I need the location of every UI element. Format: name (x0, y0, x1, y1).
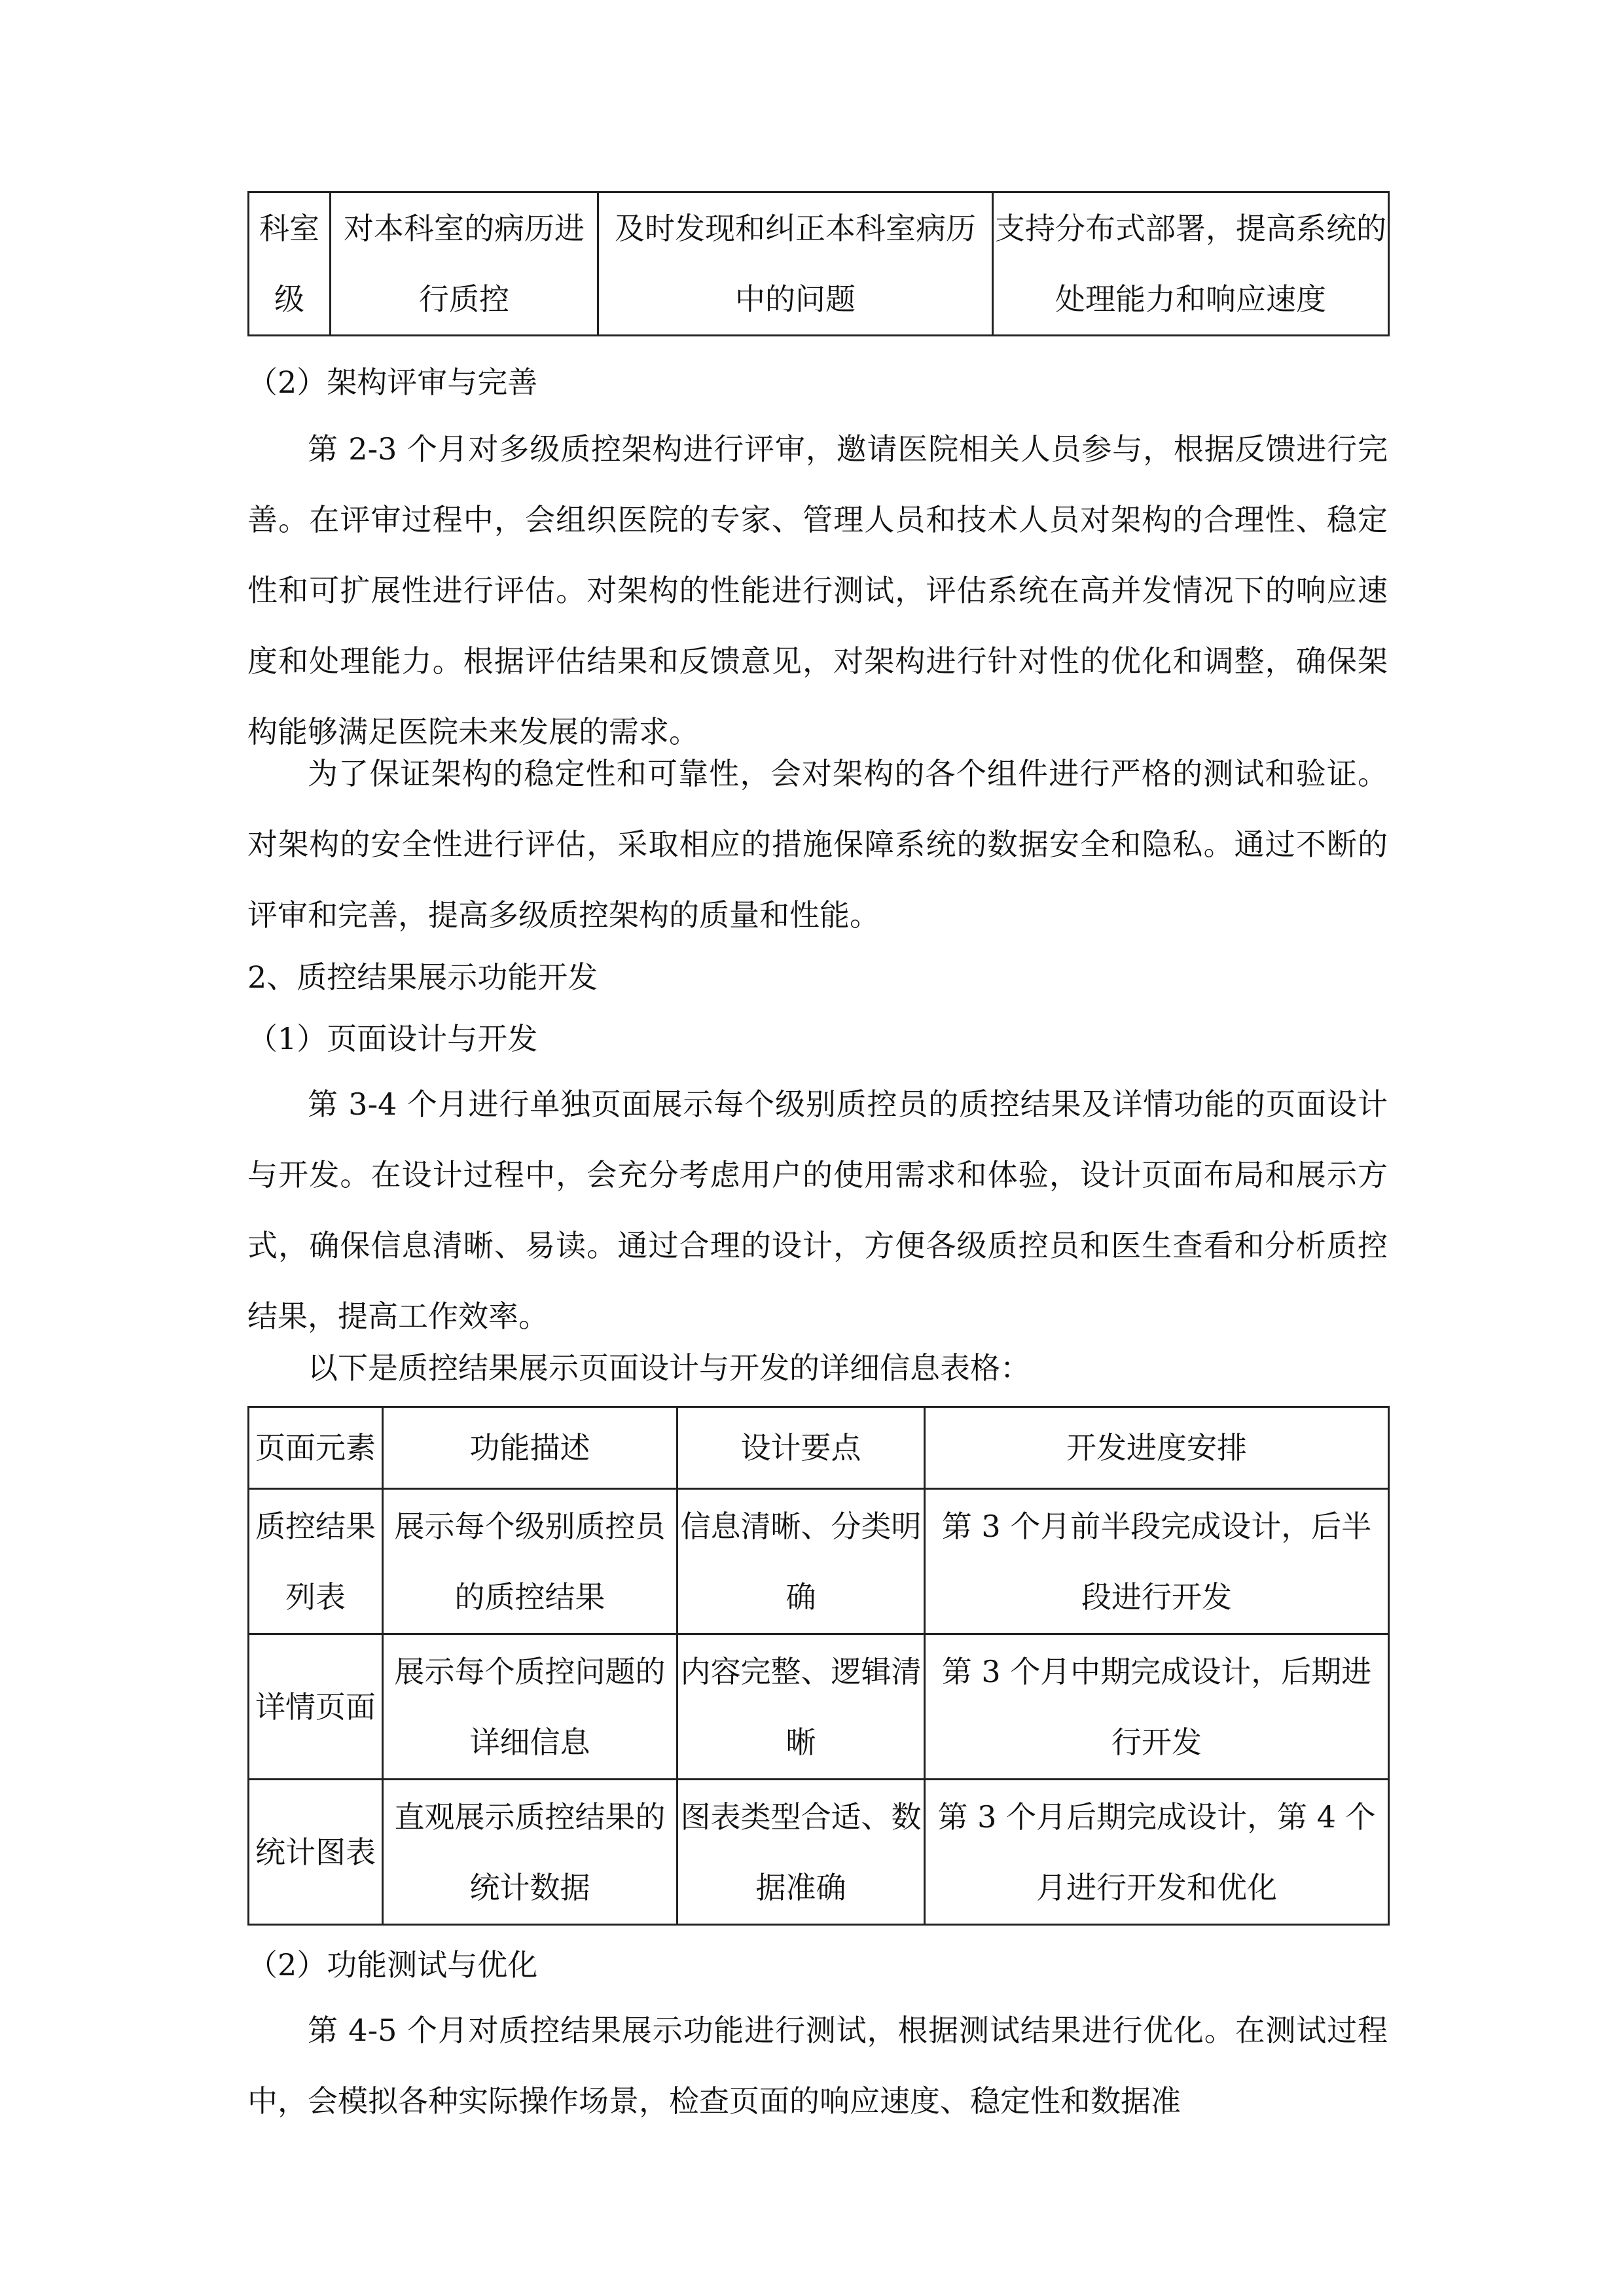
section-heading: 2、质控结果展示功能开发 (247, 960, 598, 995)
paragraph: 为了保证架构的稳定性和可靠性，会对架构的各个组件进行严格的测试和验证。对架构的安全性进行评估，采取相应的措施保障系统的数据安全和隐私。通过不断的评审和完善，提高多级质控架构的质量和性能。 (247, 756, 1388, 933)
subsection-heading: （2）架构评审与完善 (247, 365, 538, 400)
table-intro: 以下是质控结果展示页面设计与开发的详细信息表格： (308, 1350, 1030, 1386)
table-header-cell: 设计要点 (677, 1407, 925, 1489)
table-cell: 第 3 个月后期完成设计，第 4 个月进行开发和优化 (925, 1780, 1389, 1925)
table-cell: 信息清晰、分类明确 (677, 1489, 925, 1634)
table-row (249, 192, 1389, 336)
table-cell: 内容完整、逻辑清晰 (677, 1634, 925, 1780)
table-cell: 支持分布式部署，提高系统的处理能力和响应速度 (993, 192, 1389, 336)
paragraph: 第 4-5 个月对质控结果展示功能进行测试，根据测试结果进行优化。在测试过程中，会模拟各种实际操作场景，检查页面的响应速度、稳定性和数据准 (247, 2013, 1388, 2119)
table-cell: 详情页面 (249, 1634, 383, 1780)
table-cell: 质控结果列表 (249, 1489, 383, 1634)
table-row (249, 1489, 1389, 1634)
table-row (249, 1780, 1389, 1925)
table-cell: 对本科室的病历进行质控 (331, 192, 598, 336)
paragraph: 第 3-4 个月进行单独页面展示每个级别质控员的质控结果及详情功能的页面设计与开发。在设计过程中，会充分考虑用户的使用需求和体验，设计页面布局和展示方式，确保信息清晰、易读。通过合理的设计，方便各级质控员和医生查看和分析质控结果，提高工作效率。 (247, 1086, 1388, 1334)
table-cell: 展示每个级别质控员的质控结果 (383, 1489, 677, 1634)
paragraph: 第 2-3 个月对多级质控架构进行评审，邀请医院相关人员参与，根据反馈进行完善。在评审过程中，会组织医院的专家、管理人员和技术人员对架构的合理性、稳定性和可扩展性进行评估。对架构的性能进行测试，评估系统在高并发情况下的响应速度和处理能力。根据评估结果和反馈意见，对架构进行针对性的优化和调整，确保架构能够满足医院未来发展的需求。 (247, 431, 1388, 749)
table-header-cell: 页面元素 (249, 1407, 383, 1489)
architecture-table-continued (247, 191, 1390, 336)
table-cell: 图表类型合适、数据准确 (677, 1780, 925, 1925)
subsection-heading: （2）功能测试与优化 (247, 1947, 538, 1982)
table-cell: 直观展示质控结果的统计数据 (383, 1780, 677, 1925)
table-header-cell: 开发进度安排 (925, 1407, 1389, 1489)
table-cell: 展示每个质控问题的详细信息 (383, 1634, 677, 1780)
table-header-row (249, 1407, 1389, 1489)
table-header-cell: 功能描述 (383, 1407, 677, 1489)
table-row (249, 1634, 1389, 1780)
table-cell: 第 3 个月中期完成设计，后期进行开发 (925, 1634, 1389, 1780)
page-design-table (247, 1406, 1390, 1926)
table-cell: 科室级 (249, 192, 331, 336)
table-cell: 统计图表 (249, 1780, 383, 1925)
subsection-heading: （1）页面设计与开发 (247, 1021, 538, 1056)
table-cell: 第 3 个月前半段完成设计，后半段进行开发 (925, 1489, 1389, 1634)
table-cell: 及时发现和纠正本科室病历中的问题 (598, 192, 993, 336)
